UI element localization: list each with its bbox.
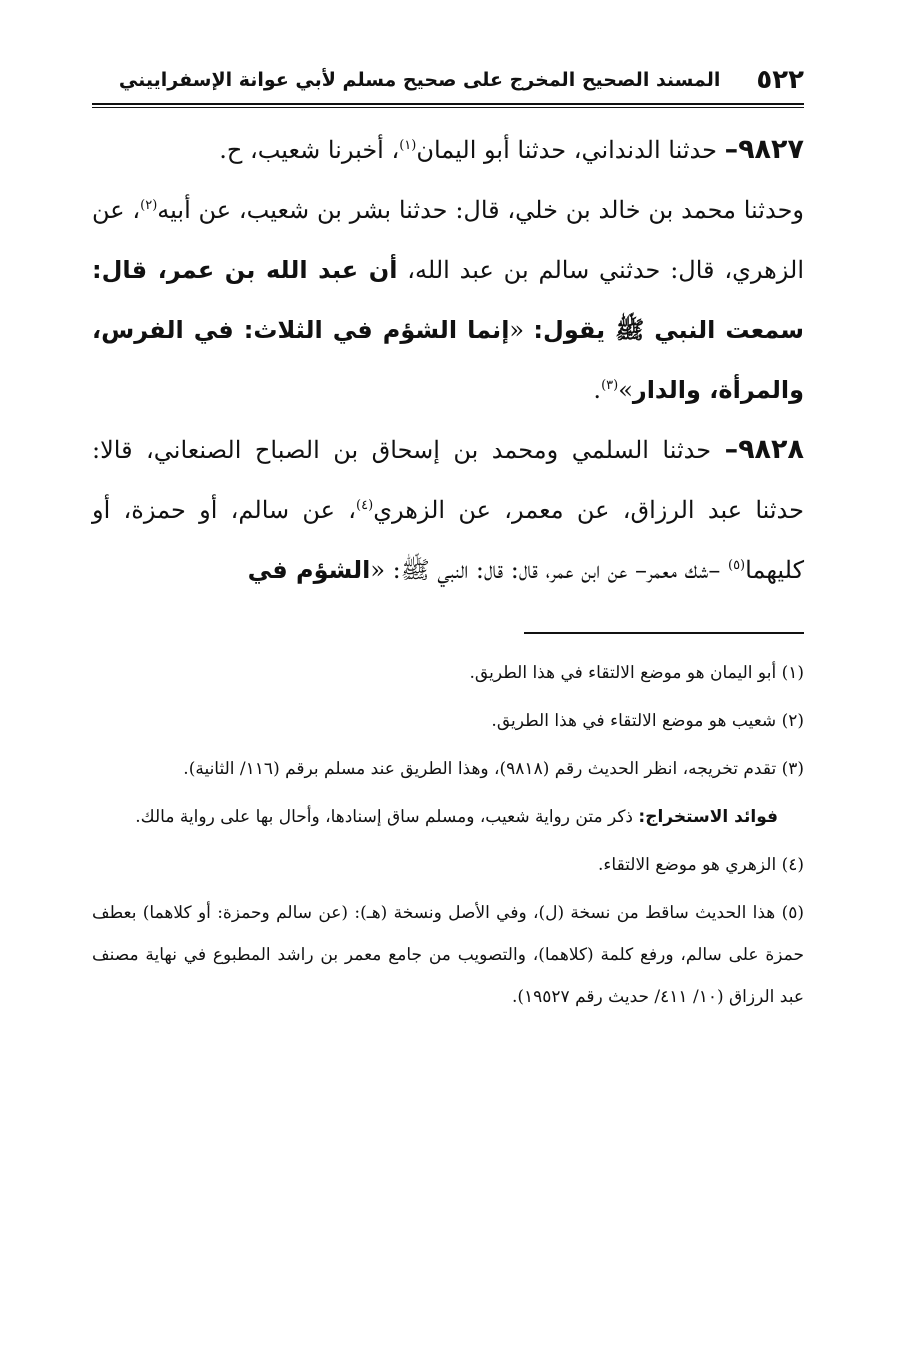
page-number: ٥٢٢ [756, 65, 804, 95]
hadith-text: ، أخبرنا شعيب، ح. [219, 136, 400, 164]
hadith-text: ، عن الزهري، قال: حدثني سالم بن عبد الله، [92, 196, 805, 284]
hadith-matn-quote: الشؤم في [247, 556, 371, 584]
hadith-text: حدثنا السلمي ومحمد بن إسحاق بن الصباح الصنعاني، قالا: حدثنا عبد الرزاق، عن معمر، عن الزهري [92, 436, 804, 524]
hadith-number: ٩٨٢٨ [738, 434, 804, 465]
hadith-dash: – [724, 134, 739, 165]
page-header [92, 60, 804, 100]
header-rule [92, 103, 804, 108]
footnote-separator [524, 632, 804, 634]
footnote-ref-1[interactable]: (١) [399, 138, 417, 153]
book-page [92, 60, 804, 1024]
running-title: المسند الصحيح المخرج على صحيح مسلم لأبي عوانة الإسفراييني [118, 69, 721, 91]
footnote-4: (٤) الزهري هو موضع الالتقاء. [598, 855, 804, 875]
footnote-ref-5[interactable]: (٥) [727, 558, 746, 573]
quote-open: « [509, 316, 534, 344]
hadith-number: ٩٨٢٧ [738, 134, 804, 165]
benefits-text: ذكر متن رواية شعيب، ومسلم ساق إسنادها، وأحال بها على رواية مالك. [135, 807, 639, 827]
hadith-text: حدثنا الدنداني، حدثنا أبو اليمان [416, 136, 725, 164]
hadith-text: ، عن سالم، أو حمزة، أو كليهما [92, 496, 804, 584]
hadith-matn-quote: إنما الشؤم في الثلاث: في الفرس، والمرأة، والدار [92, 316, 804, 404]
footnote-ref-4[interactable]: (٤) [356, 498, 374, 513]
benefits-label: فوائد الاستخراج: [638, 807, 778, 827]
footnote-3-benefits [92, 796, 804, 838]
footnotes [92, 652, 804, 1018]
hadith-text: –شك معمر– عن ابن عمر، قال: قال: النبي ﷺ: « [370, 556, 728, 584]
hadith-paragraph-9828 [92, 420, 804, 600]
footnote-ref-3[interactable]: (٣) [601, 378, 619, 393]
hadith-matn-bold: أن عبد الله بن عمر، قال: سمعت النبي ﷺ يقول: [92, 256, 804, 344]
main-text [92, 120, 804, 600]
hadith-dash: – [724, 434, 739, 465]
period: . [593, 376, 602, 404]
footnote-ref-2[interactable]: (٢) [140, 198, 158, 213]
footnote-3: (٣) تقدم تخريجه، انظر الحديث رقم (٩٨١٨)، وهذا الطريق عند مسلم برقم (١١٦/ الثانية). [183, 759, 804, 779]
footnote-2: (٢) شعيب هو موضع الالتقاء في هذا الطريق. [491, 711, 804, 731]
quote-close: » [618, 376, 633, 404]
hadith-text: وحدثنا محمد بن خالد بن خلي، قال: حدثنا بشر بن شعيب، عن أبيه [157, 196, 804, 224]
footnote-1: (١) أبو اليمان هو موضع الالتقاء في هذا الطريق. [469, 663, 804, 683]
hadith-paragraph-continuation [92, 180, 804, 420]
footnote-5: (٥) هذا الحديث ساقط من نسخة (ل)، وفي الأصل ونسخة (هـ): (عن سالم وحمزة: أو كلاهما) بعطف حمزة على سالم، ورفع كلمة (كلاهما)، والتصويب من جامع معمر بن راشد المطبوع في نهاية مصنف عبد الرزاق (١٠/ ٤١١/ حديث رقم ١٩٥٢٧). [92, 903, 804, 1007]
hadith-paragraph-9827 [92, 120, 804, 180]
